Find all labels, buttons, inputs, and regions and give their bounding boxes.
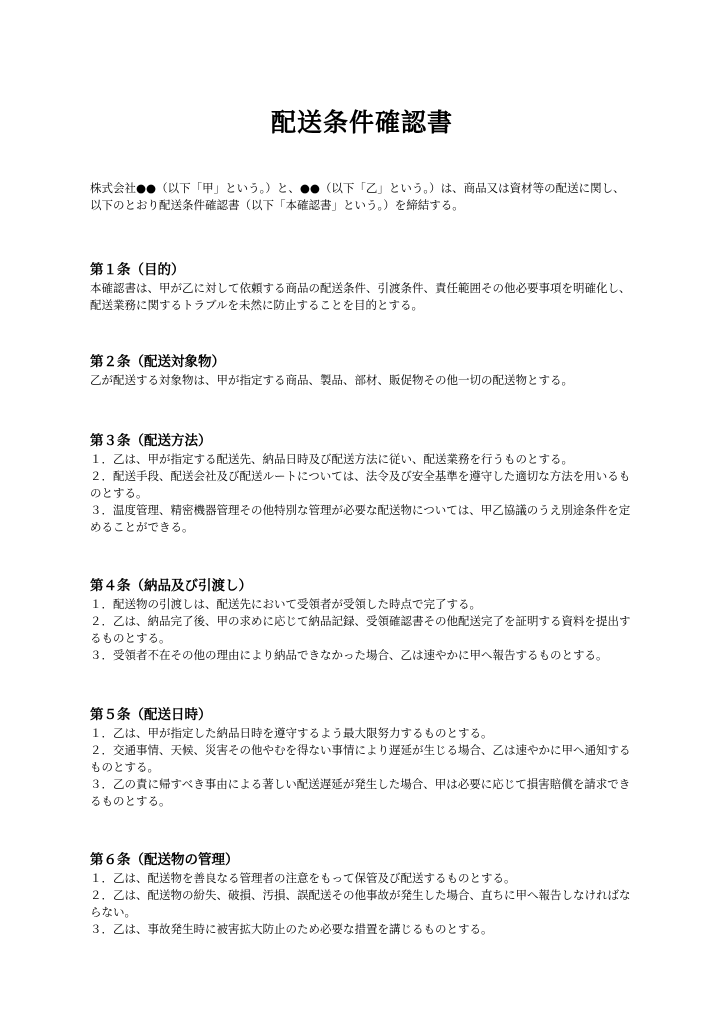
- article-clause-3: ３．受領者不在その他の理由により納品できなかった場合、乙は速やかに甲へ報告するものとする。: [90, 648, 608, 662]
- article-heading: 第２条（配送対象物）: [90, 354, 225, 370]
- article-text: 乙が配送する対象物は、甲が指定する商品、製品、部材、販促物その他一切の配送物とする。: [90, 373, 573, 387]
- article-clause-1: １．配送物の引渡しは、配送先において受領者が受領した時点で完了する。: [90, 597, 481, 611]
- article-clause-2: ２．配送手段、配送会社及び配送ルートについては、法令及び安全基準を遵守した適切な方法を用いるものとする。: [90, 469, 631, 500]
- article-clause-2: ２．乙は、配送物の紛失、破損、汚損、誤配送その他事故が発生した場合、直ちに甲へ報告しなければならない。: [90, 888, 631, 919]
- article-clause-3: ３．乙の責に帰すべき事由による著しい配送遅延が発生した場合、甲は必要に応じて損害賠償を請求できるものとする。: [90, 777, 631, 808]
- intro-paragraph: 株式会社●●（以下「甲」という。）と、●●（以下「乙」という。）は、商品又は資材等の配送に関し、以下のとおり配送条件確認書（以下「本確認書」という。）を締結する。: [90, 181, 625, 212]
- article-heading: 第３条（配送方法）: [90, 433, 212, 449]
- document-title: 配送条件確認書: [270, 108, 453, 137]
- article-heading: 第６条（配送物の管理）: [90, 852, 239, 868]
- article-clause-3: ３．乙は、事故発生時に被害拡大防止のため必要な措置を講じるものとする。: [90, 922, 493, 936]
- article-text: 本確認書は、甲が乙に対して依頼する商品の配送条件、引渡条件、責任範囲その他必要事項を明確化し、配送業務に関するトラブルを未然に防止することを目的とする。: [90, 281, 631, 312]
- article-3: [90, 432, 636, 536]
- article-clause-2: ２．交通事情、天候、災害その他やむを得ない事情により遅延が生じる場合、乙は速やかに甲へ通知するものとする。: [90, 743, 631, 774]
- article-heading: 第１条（目的）: [90, 262, 185, 278]
- article-clause-1: １．乙は、配送物を善良なる管理者の注意をもって保管及び配送するものとする。: [90, 871, 516, 885]
- article-clause-3: ３．温度管理、精密機器管理その他特別な管理が必要な配送物については、甲乙協議のうえ別途条件を定めることができる。: [90, 503, 631, 534]
- article-heading: 第４条（納品及び引渡し）: [90, 578, 252, 594]
- article-clause-2: ２．乙は、納品完了後、甲の求めに応じて納品記録、受領確認書その他配送完了を証明する資料を提出するものとする。: [90, 614, 631, 645]
- article-2: [90, 353, 636, 389]
- article-heading: 第５条（配送日時）: [90, 707, 212, 723]
- article-clause-1: １．乙は、甲が指定する配送先、納品日時及び配送方法に従い、配送業務を行うものとする。: [90, 452, 573, 466]
- article-4: [90, 577, 636, 664]
- article-5: [90, 706, 636, 810]
- article-1: [90, 261, 636, 314]
- article-6: [90, 851, 636, 938]
- article-clause-1: １．乙は、甲が指定した納品日時を遵守するよう最大限努力するものとする。: [90, 726, 493, 740]
